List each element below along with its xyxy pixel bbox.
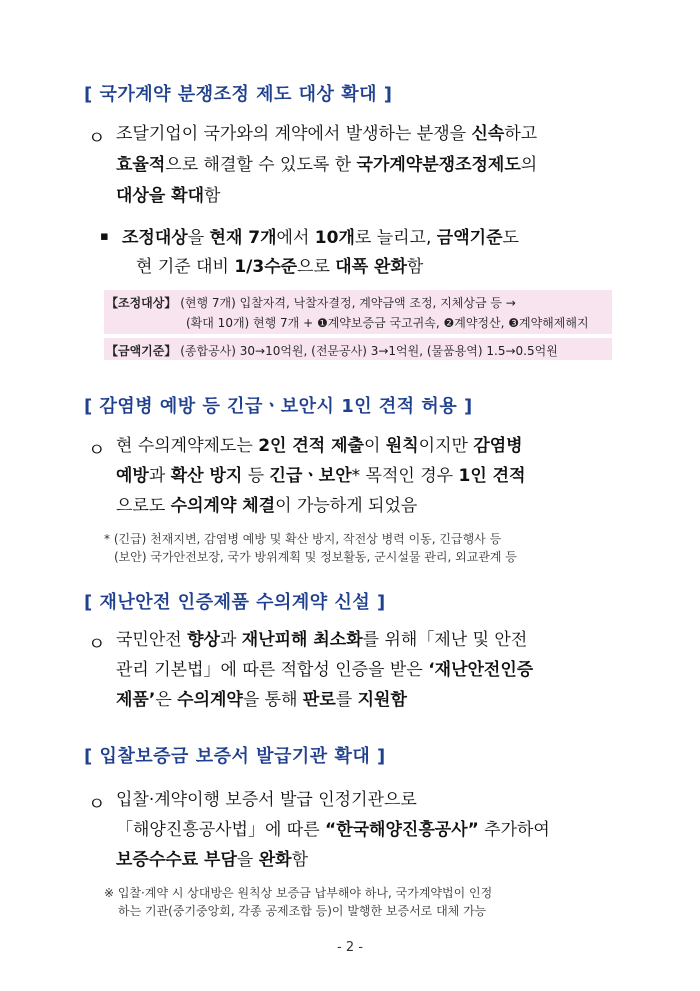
footnote: 하는 기관(중기중앙회, 각종 공제조합 등)이 발행한 보증서로 대체 가능 [118,904,487,918]
box-row: 【조정대상】 (현행 7개) 입찰자격, 낙찰자결정, 계약금액 조정, 지체상금 등 → [106,296,516,310]
footnote: ※ 입찰·계약 시 상대방은 원칙상 보증금 납부해야 하나, 국가계약법이 인정 [104,886,493,900]
text-line: 보증수수료 부담을 완화함 [116,850,308,870]
bullet-marker: ㅇ [88,440,106,461]
text-line: 현 기준 대비 1/3수준으로 대폭 완화함 [136,257,424,277]
text-line: 조정대상을 현재 7개에서 10개로 늘리고, 금액기준도 [122,228,519,248]
text-line: 예방과 확산 방지 등 긴급ㆍ보안* 목적인 경우 1인 견적 [116,466,526,486]
text-line: 조달기업이 국가와의 계약에서 발생하는 분쟁을 신속하고 [116,124,538,144]
text-line: 대상을 확대함 [116,186,221,206]
text-line: 관리 기본법」에 따른 적합성 인증을 받은 ‘재난안전인증 [116,660,534,680]
section-heading-dispute: [ 국가계약 분쟁조정 제도 대상 확대 ] [84,84,393,105]
sub-bullet-marker: ▪ [100,229,109,244]
text-line: 현 수의계약제도는 2인 견적 제출이 원칙이지만 감염병 [116,436,523,456]
text-line: 으로도 수의계약 체결이 가능하게 되었음 [116,496,418,516]
footnote: (보안) 국가안전보장, 국가 방위계획 및 정보활동, 군시설물 관리, 외교관계 등 [114,550,517,564]
text-line: 국민안전 향상과 재난피해 최소화를 위해「제난 및 안전 [116,630,528,650]
page-number: - 2 - [337,940,363,955]
box-row: (확대 10개) 현행 7개 + ❶계약보증금 국고귀속, ❷계약정산, ❸계약해제해지 [186,316,589,330]
box-row: 【금액기준】 (종합공사) 30→10억원, (전문공사) 3→1억원, (물품용역) 1.5→0.5억원 [106,344,558,358]
text-line: 입찰·계약이행 보증서 발급 인정기관으로 [116,790,417,810]
text-line: 효율적으로 해결할 수 있도록 한 국가계약분쟁조정제도의 [116,155,538,175]
section-heading-emergency: [ 감염병 예방 등 긴급ㆍ보안시 1인 견적 허용 ] [84,396,473,417]
bullet-marker: ㅇ [88,794,106,815]
bullet-marker: ㅇ [88,634,106,655]
bullet-marker: ㅇ [88,128,106,149]
text-line: 제품’은 수의계약을 통해 판로를 지원함 [116,690,407,710]
section-heading-guarantee: [ 입찰보증금 보증서 발급기관 확대 ] [84,746,386,767]
section-heading-safety: [ 재난안전 인증제품 수의계약 신설 ] [84,592,386,613]
text-line: 「해양진흥공사법」에 따른 “한국해양진흥공사” 추가하여 [116,820,550,840]
footnote: * (긴급) 천재지변, 감염병 예방 및 확산 방지, 작전상 병력 이동, 긴급행사 등 [104,532,502,546]
